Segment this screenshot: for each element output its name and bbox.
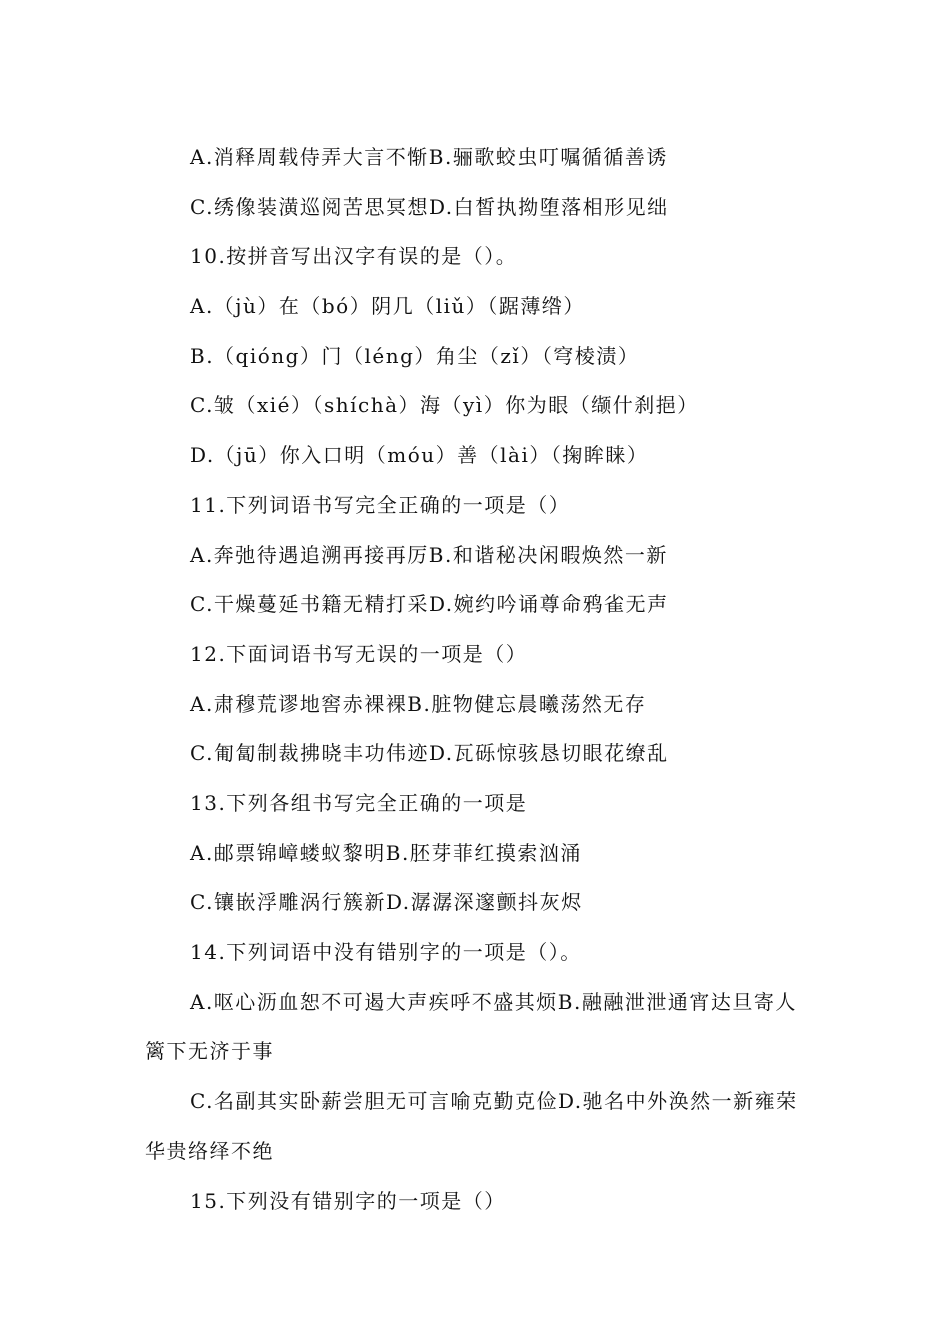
option-line: A.奔弛待遇追溯再接再厉B.和谐秘决闲暇焕然一新 <box>190 542 668 567</box>
option-line: A.消释周载侍弄大言不惭B.骊歌蛟虫叮嘱循循善诱 <box>190 145 668 169</box>
option-line: C.绣像装潢巡阅苦思冥想D.白皙执拗堕落相形见绌 <box>190 194 669 219</box>
question-line: 15.下列没有错别字的一项是（） <box>190 1188 506 1213</box>
option-line: C.镶嵌浮雕涡行簇新D.潺潺深邃颤抖灰烬 <box>190 890 583 915</box>
question-line: 12.下面词语书写无误的一项是（） <box>190 641 528 666</box>
option-line: C.干燥蔓延书籍无精打采D.婉约吟诵尊命鸦雀无声 <box>190 592 669 617</box>
option-line: B.（qióng）门（léng）角尘（zǐ）（穹棱渍） <box>190 343 640 368</box>
option-line: D.（jū）你入口明（móu）善（lài）（掬眸睐） <box>190 443 649 468</box>
option-paragraph: A.呕心沥血恕不可遏大声疾呼不盛其烦B.融融泄泄通宵达旦寄人篱下无济于事 <box>145 989 797 1064</box>
option-line: A.邮票锦嶂蝼蚁黎明B.胚芽菲红摸索汹涌 <box>190 840 582 865</box>
question-line: 11.下列词语书写完全正确的一项是（） <box>190 492 571 517</box>
question-line: 13.下列各组书写完全正确的一项是 <box>190 790 528 815</box>
question-line: 10.按拼音写出汉字有误的是（）。 <box>190 244 518 269</box>
exercise-text <box>145 133 815 1226</box>
option-line: C.皱（xié）（shíchà）海（yì）你为眼（缬什刹挹） <box>190 393 699 418</box>
option-line: C.匍匐制裁拂晓丰功伟迹D.瓦砾惊骇恳切眼花缭乱 <box>190 741 669 766</box>
option-line: A.（jù）在（bó）阴几（liǔ）（踞薄绺） <box>190 294 585 319</box>
option-line: A.肃穆荒谬地窖赤裸裸B.脏物健忘晨曦荡然无存 <box>190 691 647 716</box>
option-paragraph: C.名副其实卧薪尝胆无可言喻克勤克俭D.驰名中外涣然一新雍荣华贵络绎不绝 <box>145 1089 798 1163</box>
question-line: 14.下列词语中没有错别字的一项是（）。 <box>190 940 582 964</box>
